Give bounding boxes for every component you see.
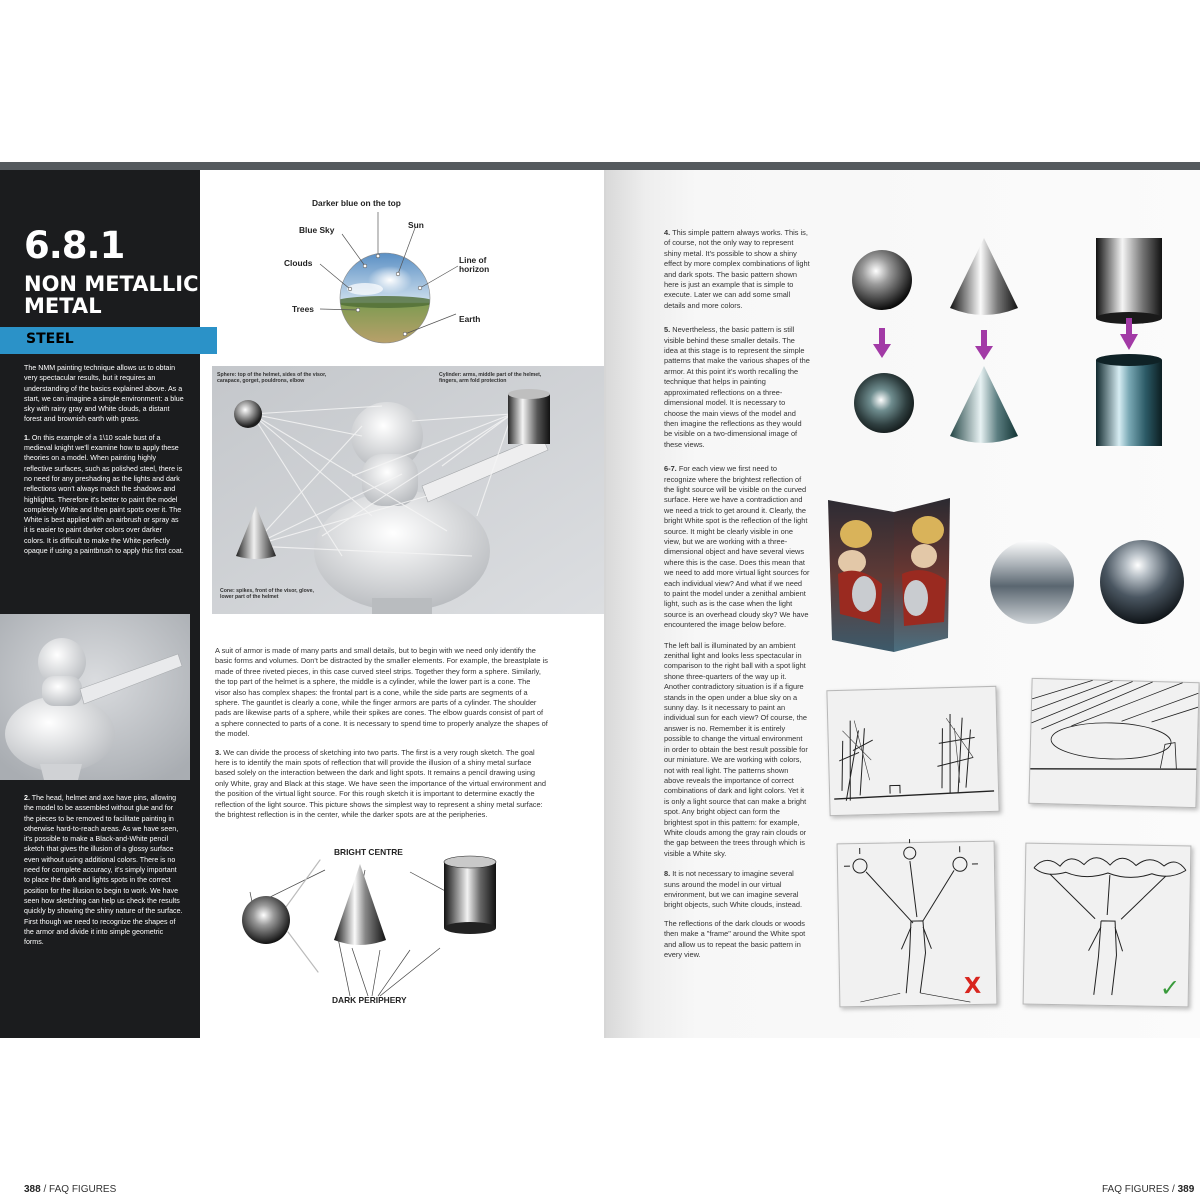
top-border — [0, 162, 1200, 170]
knight-bust-photo — [0, 614, 190, 780]
caption-sphere: Sphere: top of the helmet, sides of the visor, carapace, gorget, pouldrons, elbow — [217, 372, 327, 384]
armor-text-block — [215, 646, 548, 829]
right-text-column — [664, 228, 810, 968]
paragraph-8-text: It is not necessary to imagine several suns around the model in our virtual environment, but we can imagine several bright objects, such White clouds, instead. — [664, 869, 803, 910]
paragraph-4 — [664, 228, 810, 311]
paragraph-6-7-text: For each view we first need to recognize where the brightest reflection of the light source will be visible on the curved surface. Here we have a contradiction and we need a trick to get around it. Clearly, the bright White spot is the reflection of the light source. It might be clearly visible in one view, but we are working with a three-dimensional object and have several views where this is the case. Does this mean that we need to add more virtual light sources for each individual view? And what if we need to paint the model under a zenithal ambient light, such as is the case when the light source is an overhead cloudy sky? We have encountered the image below before. — [664, 464, 810, 630]
left-footer-separator: / — [43, 1184, 50, 1195]
forest-sketch — [826, 686, 999, 816]
paragraph-left-ball: The left ball is illuminated by an ambient zenithal light and looks less spectacular in comparison to the right ball with a spot light shone three-quarters of the way up it. Another contradictory situation is if a figure stands in the open under a blue sky on a sunny day. Is it necessary to paint an individual sun for each view? Of course, the answer is no. Remember it is entirely possible to change the virtual environment in order to obtain the best result possible for our miniature. We are working with colors, not with real light. The patterns shown above reveals the importance of correct combinations of dark and light colors. Yet it is only a light source that can make a bright spot. Any bright object can form the brightest spot in this pattern: for example, White clouds among the gray rain clouds or the gap between the trees through which is visible a White sky. — [664, 640, 808, 858]
paragraph-3-number: 3. — [215, 747, 222, 757]
clouds-sketch — [1023, 843, 1192, 1008]
left-footer — [24, 1184, 116, 1195]
paragraph-8-number: 8. — [664, 869, 671, 879]
paragraph-2-number: 2. — [24, 794, 30, 802]
intro-paragraph: The NMM painting technique allows us to obtain very spectacular results, but it requires an understanding of the basics explained above. As a start, we can imagine a simple environment: a blue sky with rainy gray and White clouds, a distant forest and brownish earth with grass. — [24, 364, 184, 424]
left-page-number: 388 — [24, 1184, 41, 1195]
right-page — [606, 170, 1200, 1195]
subsection-bar — [0, 327, 217, 354]
paragraph-final: The reflections of the dark clouds or woods then make a "frame" around the White spot and allow us to repeat the basic pattern in every view. — [664, 918, 806, 959]
label-horizon: Line of horizon — [459, 255, 490, 274]
paragraph-5-text: Nevertheless, the basic pattern is still visible behind these smaller details. The idea at this stage is to represent the simple patterns that make the various shapes of the armor. At this point it's worth recalling the technique that helps in painting approximated reflections on a three-dimensional model. It is necessary to choose the main views of the model and then imagine the reflections as they would be visible on a two-dimensional image of these views. — [664, 325, 810, 449]
paragraph-5-number: 5. — [664, 325, 671, 335]
sidebar — [0, 170, 200, 1038]
right-mark: ✓ — [1159, 973, 1181, 1003]
sidebar-step-2 — [24, 793, 184, 955]
left-page — [0, 170, 604, 1195]
label-sun: Sun — [408, 220, 424, 230]
section-title: NON METALLIC METAL — [24, 272, 199, 318]
sidebar-intro — [24, 363, 184, 564]
paragraph-8 — [664, 869, 810, 911]
paragraph-3 — [215, 748, 548, 821]
paragraph-6-7 — [664, 464, 810, 631]
label-trees: Trees — [292, 304, 314, 314]
label-earth: Earth — [459, 314, 481, 324]
caption-cylinder: Cylinder: arms, middle part of the helmet, fingers, arm fold protection — [439, 372, 542, 384]
right-footer — [1102, 1184, 1194, 1195]
caption-cone: Cone: spikes, front of the visor, glove, lower part of the helmet — [220, 588, 314, 600]
label-clouds: Clouds — [284, 258, 313, 268]
paragraph-1 — [24, 433, 184, 557]
armor-paragraph: A suit of armor is made of many parts and small details, but to begin with we need only identify the basic forms and volumes. Don't be distracted by the smaller elements. For example, the breastplate is made of three riveted pieces, in this case curved steel strips. Together they form a sphere. Similarly, the top part of the helmet is a sphere, the middle is a cylinder, while the lower part is a cone. The visor also has complex shapes: the frontal part is a cone, while the side parts are segments of a sphere. The gauntlet is clearly a cone, while the finger armors are parts of a cylinder. The shoulder pads are likewise parts of a sphere, while their spikes are cones. The elbow guards consist of part of a sphere connected to parts of a cone. It is necessary to spend time to properly analyze the shapes of the model. — [215, 646, 548, 739]
environment-sphere-diagram — [280, 194, 510, 354]
paragraph-4-number: 4. — [664, 228, 671, 237]
shapes-analysis-photo — [212, 366, 606, 614]
sky-sketch — [1028, 678, 1199, 808]
shape-pattern-figure — [846, 228, 1176, 454]
right-page-number: 389 — [1177, 1184, 1195, 1195]
subsection-title: STEEL — [26, 331, 74, 347]
section-number: 6.8.1 — [24, 224, 125, 267]
paragraph-2-text: The head, helmet and axe have pins, allowing the model to be assembled without glue and for the pieces to be removed to facilitate painting in otherwise hard-to-reach areas. As we have seen, it's possible to make a Black-and-White pencil sketch that gives the illusion of a glossy surface even without using additional colors. There is no need for complete accuracy, it's simply important to place the dark and lights spots in the correct position for the illusion to begin to work. We have seen how sketching can help us check the results quickly by showing the shiny nature of the surface. First though we need to recognize the shapes of the armor and divide it into simple geometric forms. — [24, 794, 183, 947]
basic-pattern-diagram — [230, 847, 530, 1010]
lighting-comparison-balls — [986, 538, 1196, 628]
label-dark-periphery: DARK PERIPHERY — [332, 995, 407, 1005]
paragraph-5 — [664, 325, 810, 450]
wrong-mark: X — [963, 973, 982, 1000]
paragraph-6-7-number: 6-7. — [664, 464, 677, 474]
right-footer-separator: / — [1172, 1184, 1178, 1195]
right-running-head: FAQ FIGURES — [1102, 1184, 1170, 1195]
paragraph-1-text: On this example of a 1\10 scale bust of a medieval knight we'll examine how to apply these theories on a model. When painting highly reflective surfaces, such as polished steel, there is no need for any preshading as the lights and dark reflections won't always match the shadows and highlights. Therefore it's better to paint the model completely White and then paint spots over it. The White is best applied with an airbrush or spray as it is easier to paint darker colors over darker colors. It is difficult to make the White perfectly opaque if using a paintbrush to apply this first coat. — [24, 433, 184, 556]
label-blue-sky: Blue Sky — [299, 225, 335, 235]
label-bright-centre: BRIGHT CENTRE — [334, 847, 403, 857]
paragraph-2 — [24, 793, 184, 947]
left-running-head: FAQ FIGURES — [49, 1184, 117, 1195]
multiple-suns-sketch — [837, 841, 998, 1008]
paragraph-3-text: We can divide the process of sketching into two parts. The first is a very rough sketch. The goal here is to identify the main spots of reflection that will provide the illusion of a shiny metal surface based solely on the interaction between the dark and light spots. It remains a pencil drawing using only White, gray and Black at this stage. We have seen the importance of the virtual environment and the position of the virtual light source. For this rough sketch it is important to determine exactly the reflection of the light source. This picture shows the simplest way to represent a shiny metal surface: the brightest reflection is in the center, while the darker spots are at the peripheries. — [215, 747, 546, 820]
paragraph-4-text: This simple pattern always works. This is, of course, not the only way to represent shiny metal. It's possible to show a shiny effect by more complex combinations of light and dark spots. The basic pattern shown here is just an example that is simple to execute. Later we can add some small details and more colors. — [664, 228, 810, 310]
label-darker-blue: Darker blue on the top — [312, 198, 401, 208]
knight-cube-figure — [824, 494, 954, 662]
paragraph-1-number: 1. — [24, 433, 30, 442]
